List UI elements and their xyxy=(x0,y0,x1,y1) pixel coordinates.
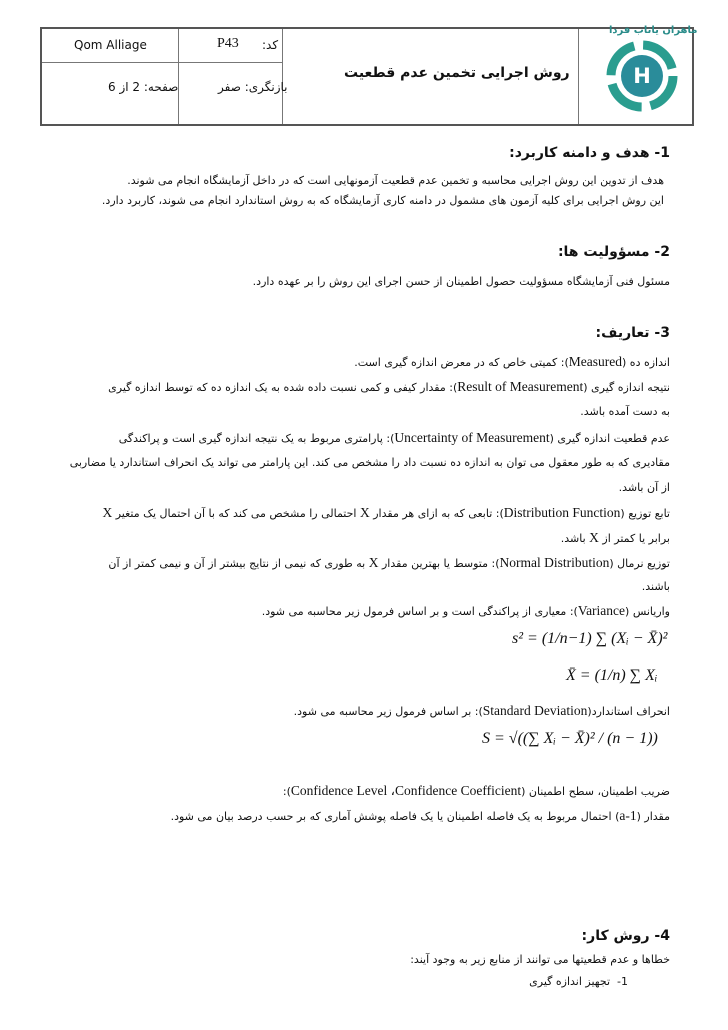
section-4-title: 4- روش کار: xyxy=(581,928,670,944)
def-uncertainty: عدم قطعیت اندازه گیری (Uncertainty of Measurement): پارامتری مربوط به یک نتیجه اندازه گیری است و پراکندگی xyxy=(118,430,670,445)
code-value: P43 xyxy=(217,36,239,51)
company-logo xyxy=(604,38,680,114)
def-confidence-line: مقدار (1-a) احتمال مربوط به یک فاصله اطمینان یا یک فاصله پوشش آماری که بر حسب درصد بیان می شود. xyxy=(170,808,670,823)
section-2-title: 2- مسؤولیت ها: xyxy=(557,244,670,260)
section-2-line: مسئول فنی آزمایشگاه مسؤولیت حصول اطمینان از حسن اجرای این روش را بر عهده دارد. xyxy=(252,275,670,288)
section-1-title: 1- هدف و دامنه کاربرد: xyxy=(509,145,670,161)
def-normal-cont: باشند. xyxy=(641,580,670,593)
def-distribution-cont: برابر یا کمتر از X باشد. xyxy=(560,530,670,545)
def-variance: واریانس (Variance): معیاری از پراکندگی است و بر اساس فرمول زیر محاسبه می شود. xyxy=(261,603,670,618)
logo-letter: H xyxy=(633,64,651,88)
page-number: صفحه: 2 از 6 xyxy=(108,80,179,94)
section-1-line-2: این روش اجرایی برای کلیه آزمون های مشمول در دامنه کاری آزمایشگاه که به روش استاندارد انجام می شوند، کاربرد دارد. xyxy=(101,194,664,207)
section-4-intro: خطاها و عدم قطعیتها می توانند از منابع زیر به وجود آیند: xyxy=(410,953,670,966)
logo-text: ماهران یاتاب فردا xyxy=(609,25,698,36)
def-result-cont: به دست آمده باشد. xyxy=(580,405,670,418)
formula-stddev: S = √((∑ Xᵢ − X̄)² / (n − 1)) xyxy=(482,730,658,747)
def-uncertainty-cont-1: مقادیری که به طور معقول می توان به اندازه ده نسبت داد را مشخص می کند. این پارامتر می تواند یک انحراف استاندارد یا مضاربی xyxy=(69,456,670,469)
code-label: کد: xyxy=(262,38,279,52)
def-distribution: تابع توزیع (Distribution Function): تابعی که به ازای هر مقدار X احتمالی را مشخص می کند که با آن احتمال یک متغیر X xyxy=(102,505,670,520)
formula-mean: X̄ = (1/n) ∑ Xᵢ xyxy=(566,667,658,684)
section-3-title: 3- تعاریف: xyxy=(595,325,670,341)
section-1-line-1: هدف از تدوین این روش اجرایی محاسبه و تخمین عدم قطعیت آزمونهایی است که در داخل آزمایشگاه انجام می شوند. xyxy=(127,174,664,187)
def-uncertainty-cont-2: از آن باشد. xyxy=(618,481,670,494)
revision: بازنگری: صفر xyxy=(218,80,288,94)
company-name: Qom Alliage xyxy=(74,38,147,52)
def-measurand: اندازه ده (Measured): کمیتی خاص که در معرض اندازه گیری است. xyxy=(354,354,670,369)
def-stddev: انحراف استاندارد(Standard Deviation): بر اساس فرمول زیر محاسبه می شود. xyxy=(293,703,670,718)
def-confidence: ضریب اطمینان، سطح اطمینان (Confidence Level ،Confidence Coefficient): xyxy=(282,783,670,798)
section-4-item-1: 1- تجهیز اندازه گیری xyxy=(529,975,628,988)
formula-variance: s² = (1/n−1) ∑ (Xᵢ − X̄)² xyxy=(512,630,668,647)
def-result: نتیجه اندازه گیری (Result of Measurement): مقدار کیفی و کمی نسبت داده شده به یک اندازه ده که توسط اندازه گیری xyxy=(108,379,670,394)
def-normal: توزیع نرمال (Normal Distribution): متوسط یا بهترین مقدار X به طوری که نیمی از نتایج بیشتر از آن و نیمی کمتر از آن xyxy=(108,555,670,570)
document-title: روش اجرایی تخمین عدم قطعیت xyxy=(344,65,570,81)
